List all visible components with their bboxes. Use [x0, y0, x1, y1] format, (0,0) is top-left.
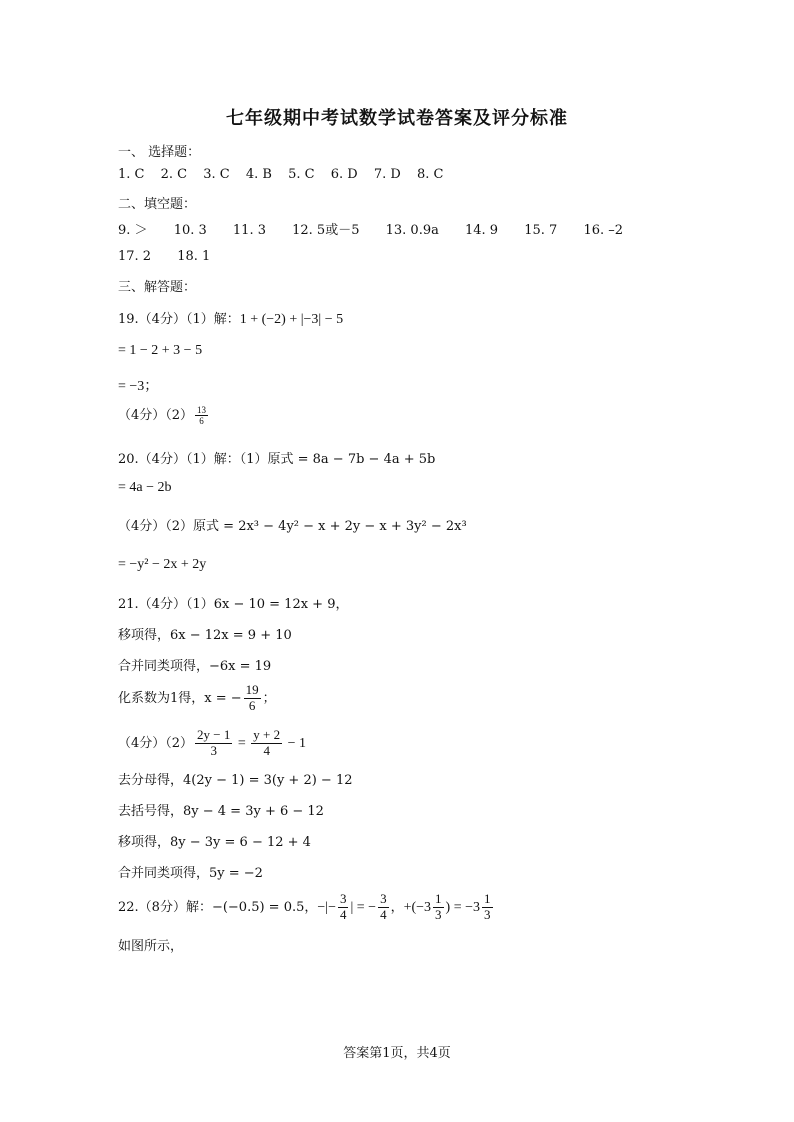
section1-answers — [118, 167, 455, 182]
q21-fraction-right: $\frac{y + 2}{4}$ — [253, 727, 281, 758]
q19-line1 — [118, 308, 343, 328]
q22-fraction-b: $\frac{3}{4}$ — [380, 891, 387, 922]
section2-row1 — [118, 219, 645, 238]
q21-line5: （4分）（2） $\frac{2y - 1}{3}$ = $\frac{y + 2}{4}$ − 1 — [118, 727, 307, 758]
answer-11: 11. 3 — [232, 223, 266, 238]
answer-1: 1. C — [118, 167, 145, 182]
answer-14: 14. 9 — [465, 223, 499, 238]
q19-line4 — [118, 404, 210, 426]
answer-15: 15. 7 — [524, 223, 558, 238]
q21-line4-fraction: $\frac{19}{6}$ — [245, 682, 259, 713]
q19-part2-fraction: $\frac{13}{6}$ — [197, 404, 207, 426]
section2-heading: 二、填空题： — [118, 197, 197, 212]
q20-line2: = 4a − 2b — [118, 480, 172, 495]
q21-line4-suffix: ； — [262, 690, 276, 706]
answer-10: 10. 3 — [173, 223, 207, 238]
q20-line3: （4分）（2）原式 = 2x³ − 4y² − x + 2y − x + 3y² − 2x³ — [118, 519, 467, 534]
answer-8: 8. C — [416, 167, 444, 182]
answer-4: 4. B — [245, 167, 272, 182]
section1-heading: 一、 选择题： — [118, 145, 201, 160]
answer-5: 5. C — [288, 167, 315, 182]
q21-line3: 合并同类项得，−6x = 19 — [118, 659, 272, 674]
q21-part2-label: （4分）（2） — [118, 735, 194, 751]
answer-13: 13. 0.9a — [385, 223, 439, 238]
answer-6: 6. D — [330, 167, 358, 182]
q19-line2: = 1 − 2 + 3 − 5 — [118, 343, 203, 358]
q21-line4-prefix: 化系数为1得，x = − — [118, 690, 242, 706]
q19-line3: = −3； — [118, 379, 159, 394]
q21-line2: 移项得，6x − 12x = 9 + 10 — [118, 628, 292, 643]
answer-16: 16. –2 — [583, 223, 624, 238]
answer-7: 7. D — [373, 167, 401, 182]
answer-9: 9. ＞ — [118, 223, 148, 238]
q22-fraction-d: $\frac{1}{3}$ — [484, 891, 491, 922]
page-title: 七年级期中考试数学试卷答案及评分标准 — [226, 108, 568, 129]
q21-line1: 21.（4分）（1）6x − 10 = 12x + 9， — [118, 597, 349, 612]
answer-3: 3. C — [203, 167, 230, 182]
answer-12: 12. 5或－5 — [292, 223, 360, 238]
page-footer: 答案第1页，共4页 — [343, 1046, 451, 1061]
q22-fraction-c: $\frac{1}{3}$ — [435, 891, 442, 922]
q21-line8: 移项得，8y − 3y = 6 − 12 + 4 — [118, 835, 311, 850]
q21-line4 — [118, 683, 276, 714]
q21-line9: 合并同类项得，5y = −2 — [118, 866, 263, 881]
q22-fraction-a: $\frac{3}{4}$ — [339, 891, 347, 922]
q22-line2: 如图所示， — [118, 939, 184, 954]
q19-label: 19.（4分）（1）解： — [118, 312, 240, 327]
section3-heading: 三、解答题： — [118, 280, 197, 295]
q21-fraction-left: $\frac{2y - 1}{3}$ — [197, 727, 231, 758]
section2-row2 — [118, 249, 232, 264]
q22-prefix: 22.（8分）解：−(−0.5) = 0.5， — [118, 899, 318, 915]
q20-line4: = −y² − 2x + 2y — [118, 557, 207, 572]
q21-line6: 去分母得，4(2y − 1) = 3(y + 2) − 12 — [118, 773, 353, 788]
q19-part2-label: （4分）（2） — [118, 408, 194, 423]
q20-line1: 20.（4分）（1）解：（1）原式 = 8a − 7b − 4a + 5b — [118, 452, 436, 467]
q22-line1: 22.（8分）解：−(−0.5) = 0.5，−|− $\frac{3}{4}$ | = − $\frac{3}{4}$ ，+(−3 $\frac{1}{3}$ ) = −3 $\frac{1}{3}$ — [118, 891, 491, 922]
q21-line7: 去括号得，8y − 4 = 3y + 6 − 12 — [118, 804, 324, 819]
answer-17: 17. 2 — [118, 249, 152, 264]
answer-18: 18. 1 — [177, 249, 211, 264]
q19-expression: 1 + (−2) + |−3| − 5 — [239, 312, 344, 327]
answer-2: 2. C — [160, 167, 188, 182]
